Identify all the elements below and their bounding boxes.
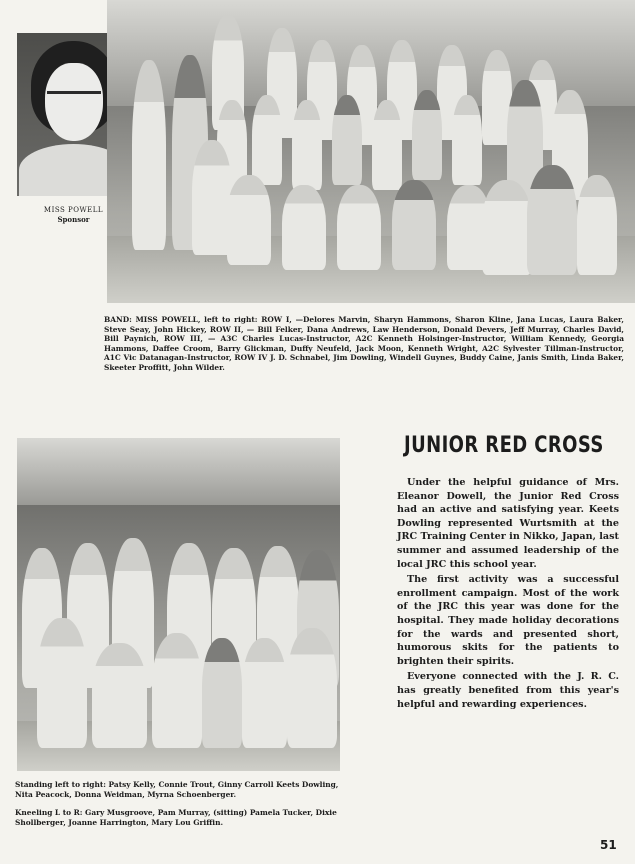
sponsor-name: MISS POWELL xyxy=(43,206,104,214)
jrc-paragraph: Under the helpful guidance of Mrs. Eleanor Dowell, the Junior Red Cross had an active and satisfying year. Keets Dowling represented Wurtsmith at the JRC Training Center in Nikko, Japan, last summer and assumed leadership of the local JRC this school year. xyxy=(397,477,619,570)
portrait-glasses xyxy=(47,91,101,106)
jrc-title: JUNIOR RED CROSS xyxy=(404,432,604,459)
jrc-photo-sky xyxy=(17,438,340,505)
page-number: 51 xyxy=(600,838,617,852)
band-group-photo xyxy=(107,0,635,303)
band-caption: BAND: MISS POWELL, left to right: ROW I, —Delores Marvin, Sharyn Hammons, Sharon Kline, Jana Lucas, Laura Baker, Steve Seay, John Hickey, ROW II, — Bill Felker, Dana Andrews, Law Henderson, Donald Devers, Jeff Murray, Charles David, Bill Paynich, ROW III, — A3C Charles Lucas-Instructor, A2C Kenneth Holsinger-Instructor, William Kennedy, Georgia Hammons, Daffee Croom, Barry Glickman, Duffy Neufeld, Jack Moon, Kenneth Wright, A2C Sylvester Tillman-Instructor, A1C Vic Datanagan-Instructor, ROW IV J. D. Schnabel, Jim Dowling, Windell Guynes, Buddy Caine, Janis Smith, Linda Baker, Skeeter Proffitt, John Wilder. xyxy=(104,315,624,372)
jrc-paragraph: The first activity was a successful enrollment campaign. Most of the work of the JRC this year was done for the hospital. They made holiday decorations for the wards and presented short, humorous skits for the patients to brighten their spirits. xyxy=(397,574,619,667)
jrc-article xyxy=(397,476,619,713)
jrc-paragraph: Everyone connected with the J. R. C. has greatly benefited from this year's helpful and rewarding experiences. xyxy=(397,671,619,710)
sponsor-role: Sponsor xyxy=(57,215,90,224)
jrc-caption-standing: Standing left to right: Patsy Kelly, Connie Trout, Ginny Carroll Keets Dowling, Nita Peacock, Donna Weidman, Myrna Schoenberger. xyxy=(15,780,339,799)
jrc-caption-kneeling: Kneeling L to R: Gary Musgroove, Pam Murray, (sitting) Pamela Tucker, Dixie Shollberger, Joanne Harrington, Mary Lou Griffin. xyxy=(15,808,337,827)
jrc-group-photo xyxy=(17,438,340,771)
